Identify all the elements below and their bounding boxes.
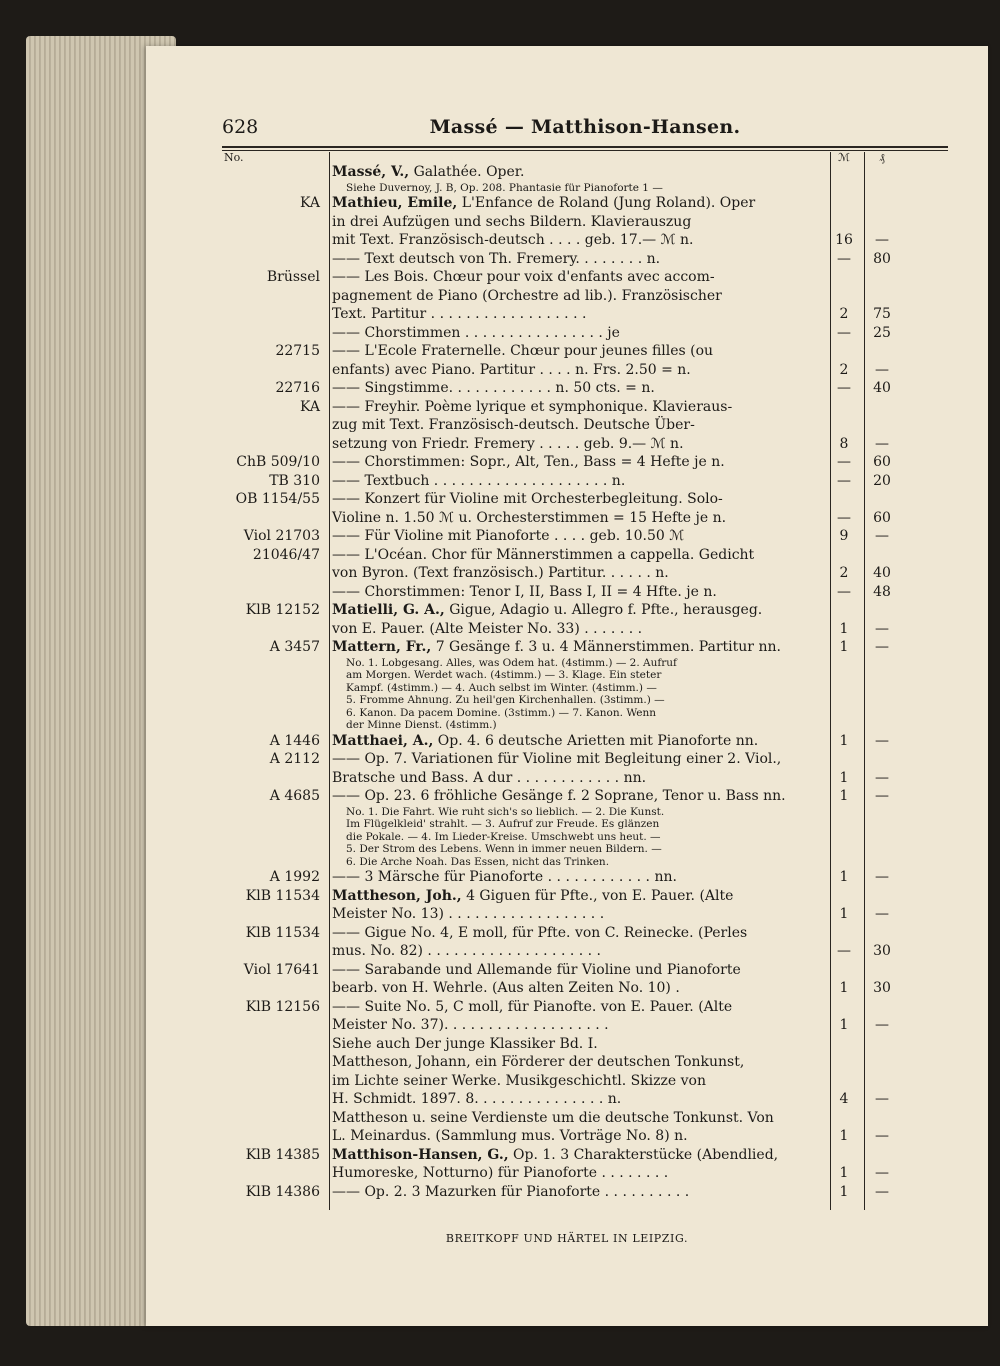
price-mark: 2 bbox=[839, 565, 849, 581]
catalog-entry-line bbox=[214, 638, 889, 657]
page-number: 628 bbox=[222, 116, 259, 138]
entry-text: —— Freyhir. Poème lyrique et symphonique. Klavieraus- bbox=[332, 398, 733, 415]
entry-list bbox=[214, 163, 891, 1201]
entry-text: Massé, V., Galathée. Oper. bbox=[332, 164, 525, 180]
catalog-number: A 2112 bbox=[269, 751, 320, 767]
entry-text: Bratsche und Bass. A dur . . . . . . . . . . . . nn. bbox=[332, 769, 647, 786]
entry-text: —— L'Océan. Chor für Männerstimmen a cappella. Gedicht bbox=[332, 546, 755, 563]
catalog-entry-line bbox=[214, 694, 880, 707]
catalog-entry-line bbox=[214, 806, 880, 819]
catalog-number: Brüssel bbox=[266, 269, 320, 285]
catalog-number: A 3457 bbox=[269, 639, 320, 655]
price-mark: — bbox=[837, 380, 851, 396]
entry-text: Siehe auch Der junge Klassiker Bd. I. bbox=[332, 1035, 598, 1052]
catalog-entry-line bbox=[214, 194, 880, 213]
catalog-entry-line bbox=[214, 669, 880, 682]
publisher-footer: BREITKOPF UND HÄRTEL IN LEIPZIG. bbox=[445, 1232, 689, 1245]
price-pfennig: — bbox=[875, 639, 889, 655]
catalog-entry-line bbox=[214, 472, 891, 491]
price-mark: 1 bbox=[839, 1128, 849, 1144]
catalog-entry-line bbox=[214, 856, 880, 869]
price-pfennig: 75 bbox=[873, 306, 891, 322]
entry-text: Violine n. 1.50 ℳ u. Orchesterstimmen = 15 Hefte je n. bbox=[332, 509, 727, 526]
composer-name: Matthison-Hansen, G., bbox=[332, 1146, 509, 1163]
catalog-entry-line bbox=[214, 1109, 880, 1128]
entry-text: Mattheson u. seine Verdienste um die deutsche Tonkunst. Von bbox=[332, 1109, 774, 1126]
price-mark: 8 bbox=[839, 435, 849, 452]
price-mark: 1 bbox=[839, 769, 849, 786]
catalog-entry-line bbox=[214, 287, 880, 306]
entry-text: zug mit Text. Französisch-deutsch. Deutsche Über- bbox=[332, 417, 695, 433]
price-pfennig: 80 bbox=[873, 250, 891, 267]
entry-text: Kampf. (4stimm.) — 4. Auch selbst im Winter. (4stimm.) — bbox=[346, 681, 657, 694]
catalog-number: KlB 12156 bbox=[245, 998, 320, 1015]
catalog-entry-line bbox=[214, 769, 889, 788]
catalog-entry-line bbox=[214, 361, 889, 380]
price-mark: — bbox=[837, 324, 851, 341]
catalog-entry-line bbox=[214, 305, 891, 324]
price-mark: — bbox=[837, 250, 851, 267]
catalog-entry-line bbox=[214, 707, 880, 720]
catalog-entry-line bbox=[214, 1164, 889, 1183]
catalog-entry-line bbox=[214, 342, 880, 361]
price-pfennig: 60 bbox=[873, 454, 891, 470]
entry-text: Meister No. 13) . . . . . . . . . . . . . . . . . . bbox=[332, 906, 605, 922]
entry-text: bearb. von H. Wehrle. (Aus alten Zeiten No. 10) . bbox=[332, 980, 680, 996]
composer-name: Mattheson, Joh., bbox=[332, 887, 462, 904]
catalog-entries bbox=[214, 149, 891, 1201]
composer-name: Massé, V., bbox=[332, 164, 410, 180]
price-pfennig: — bbox=[875, 732, 889, 749]
catalog-entry-line bbox=[214, 942, 891, 961]
price-mark: 1 bbox=[839, 788, 849, 804]
catalog-number: KlB 12152 bbox=[245, 602, 320, 618]
composer-name: Matthaei, A., bbox=[332, 732, 434, 749]
entry-text: der Minne Dienst. (4stimm.) bbox=[346, 719, 497, 731]
entry-text: Meister No. 37). . . . . . . . . . . . . . . . . . . bbox=[332, 1017, 609, 1033]
catalog-entry-line bbox=[214, 1053, 880, 1072]
catalog-number: A 1992 bbox=[269, 869, 320, 885]
price-mark: 1 bbox=[839, 639, 849, 655]
catalog-entry-line bbox=[214, 250, 891, 269]
catalog-entry-line bbox=[214, 1035, 880, 1054]
price-pfennig: 25 bbox=[873, 324, 891, 341]
catalog-entry-line bbox=[214, 961, 880, 980]
catalog-entry-line bbox=[214, 231, 889, 250]
price-mark: — bbox=[837, 472, 851, 489]
entry-text: —— Sarabande und Allemande für Violine und Pianoforte bbox=[332, 961, 741, 978]
catalog-entry-line bbox=[214, 787, 889, 806]
catalog-number: TB 310 bbox=[269, 472, 320, 489]
catalog-number: KA bbox=[299, 195, 320, 211]
price-mark: 1 bbox=[839, 1017, 849, 1033]
price-pfennig: — bbox=[875, 1091, 889, 1107]
entry-text: 5. Fromme Ahnung. Zu heil'gen Kirchenhallen. (3stimm.) — bbox=[346, 694, 665, 706]
entry-text: Mattheson, Joh., 4 Giguen für Pfte., von E. Pauer. (Alte bbox=[332, 887, 734, 904]
price-mark: 1 bbox=[839, 869, 849, 885]
entry-text: Matthaei, A., Op. 4. 6 deutsche Arietten mit Pianoforte nn. bbox=[332, 732, 759, 749]
price-mark: — bbox=[837, 454, 851, 470]
catalog-entry-line bbox=[214, 268, 880, 287]
entry-text: Siehe Duvernoy, J. B, Op. 208. Phantasie für Pianoforte 1 — bbox=[346, 181, 663, 194]
price-pfennig: 20 bbox=[873, 472, 891, 489]
entry-text: von Byron. (Text französisch.) Partitur. . . . . . n. bbox=[332, 565, 669, 581]
column-headers bbox=[214, 149, 885, 164]
price-pfennig: — bbox=[875, 232, 889, 248]
entry-text: —— Chorstimmen: Tenor I, II, Bass I, II = 4 Hfte. je n. bbox=[332, 583, 717, 600]
price-mark: 2 bbox=[839, 361, 849, 378]
price-mark: 16 bbox=[835, 232, 853, 248]
catalog-entry-line bbox=[214, 682, 880, 695]
entry-text: No. 1. Lobgesang. Alles, was Odem hat. (4stimm.) — 2. Aufruf bbox=[346, 656, 677, 669]
price-mark: — bbox=[837, 509, 851, 526]
catalog-entry-line bbox=[214, 732, 889, 751]
entry-text: am Morgen. Werdet wach. (4stimm.) — 3. Klage. Ein steter bbox=[346, 669, 662, 681]
catalog-entry-line bbox=[214, 453, 891, 472]
catalog-entry-line bbox=[214, 887, 880, 906]
catalog-number: KlB 11534 bbox=[245, 924, 320, 941]
catalog-entry-line bbox=[214, 979, 891, 998]
catalog-entry-line bbox=[214, 324, 891, 343]
catalog-entry-line bbox=[214, 998, 880, 1017]
entry-text: 5. Der Strom des Lebens. Wenn in immer neuen Bildern. — bbox=[346, 843, 662, 855]
entry-text: —— Op. 7. Variationen für Violine mit Begleitung einer 2. Viol., bbox=[332, 751, 782, 767]
catalog-entry-line bbox=[214, 1016, 889, 1035]
catalog-entry-line bbox=[214, 1183, 889, 1202]
catalog-entry-line bbox=[214, 657, 880, 670]
entry-text: —— Chorstimmen: Sopr., Alt, Ten., Bass = 4 Hefte je n. bbox=[332, 454, 725, 470]
entry-text: Matthison-Hansen, G., Op. 1. 3 Charakterstücke (Abendlied, bbox=[332, 1146, 779, 1163]
catalog-entry-line bbox=[214, 182, 880, 195]
price-pfennig: — bbox=[875, 620, 889, 637]
catalog-entry-line bbox=[214, 213, 880, 232]
catalog-entry-line bbox=[214, 868, 889, 887]
catalog-number: 21046/47 bbox=[252, 546, 320, 563]
catalog-entry-line bbox=[214, 818, 880, 831]
entry-text: L. Meinardus. (Sammlung mus. Vorträge No. 8) n. bbox=[332, 1128, 688, 1144]
entry-text: —— Gigue No. 4, E moll, für Pfte. von C. Reinecke. (Perles bbox=[332, 924, 748, 941]
price-pfennig: 40 bbox=[873, 380, 891, 396]
entry-text: —— Konzert für Violine mit Orchesterbegleitung. Solo- bbox=[332, 491, 723, 507]
entry-text: in drei Aufzügen und sechs Bildern. Klavierauszug bbox=[332, 213, 692, 230]
entry-text: Matielli, G. A., Gigue, Adagio u. Allegro f. Pfte., herausgeg. bbox=[332, 602, 763, 618]
price-pfennig: — bbox=[875, 1165, 889, 1181]
catalog-number: KlB 11534 bbox=[245, 887, 320, 904]
price-pfennig: 60 bbox=[873, 509, 891, 526]
price-mark: 1 bbox=[839, 1165, 849, 1181]
entry-text: —— L'Ecole Fraternelle. Chœur pour jeunes filles (ou bbox=[332, 343, 714, 359]
price-pfennig: — bbox=[875, 435, 889, 452]
price-pfennig: — bbox=[875, 1017, 889, 1033]
price-pfennig: — bbox=[875, 361, 889, 378]
entry-text: mus. No. 82) . . . . . . . . . . . . . . . . . . . . bbox=[332, 943, 601, 959]
catalog-number: KlB 14386 bbox=[245, 1183, 320, 1200]
price-mark: 1 bbox=[839, 732, 849, 749]
entry-text: Mattern, Fr., 7 Gesänge f. 3 u. 4 Männerstimmen. Partitur nn. bbox=[332, 639, 781, 655]
catalog-number: 22716 bbox=[275, 380, 320, 396]
price-mark: — bbox=[837, 583, 851, 600]
catalog-entry-line bbox=[214, 750, 880, 769]
price-mark: 1 bbox=[839, 1183, 849, 1200]
composer-name: Mathieu, Emile, bbox=[332, 195, 458, 211]
catalog-entry-line bbox=[214, 601, 880, 620]
catalog-number: ChB 509/10 bbox=[236, 454, 320, 470]
catalog-entry-line bbox=[214, 435, 889, 454]
column-header-pf: ₰ bbox=[879, 151, 885, 164]
catalog-entry-line bbox=[214, 398, 880, 417]
entry-text: —— Op. 2. 3 Mazurken für Pianoforte . . . . . . . . . . bbox=[332, 1183, 690, 1200]
catalog-entry-line bbox=[214, 924, 880, 943]
price-pfennig: — bbox=[875, 906, 889, 922]
entry-text: —— Op. 23. 6 fröhliche Gesänge f. 2 Soprane, Tenor u. Bass nn. bbox=[332, 788, 786, 804]
entry-text: —— Textbuch . . . . . . . . . . . . . . . . . . . . n. bbox=[332, 472, 626, 489]
catalog-entry-line bbox=[214, 509, 891, 528]
entry-text: Humoreske, Notturno) für Pianoforte . . . . . . . . bbox=[332, 1165, 669, 1181]
catalog-entry-line bbox=[214, 1127, 889, 1146]
catalog-entry-line bbox=[214, 546, 880, 565]
catalog-number: KA bbox=[299, 398, 320, 415]
catalog-entry-line bbox=[214, 1146, 880, 1165]
catalog-page bbox=[146, 46, 988, 1326]
price-mark: 4 bbox=[839, 1091, 849, 1107]
entry-text: —— 3 Märsche für Pianoforte . . . . . . . . . . . . nn. bbox=[332, 869, 677, 885]
entry-text: Text. Partitur . . . . . . . . . . . . . . . . . . bbox=[332, 306, 587, 322]
entry-text: —— Text deutsch von Th. Fremery. . . . . . . . n. bbox=[332, 250, 661, 267]
price-mark: 2 bbox=[839, 306, 849, 322]
catalog-entry-line bbox=[214, 490, 880, 509]
entry-text: von E. Pauer. (Alte Meister No. 33) . . . . . . . bbox=[332, 620, 643, 637]
catalog-entry-line bbox=[214, 1072, 880, 1091]
entry-text: —— Chorstimmen . . . . . . . . . . . . . . . . je bbox=[332, 324, 620, 341]
price-pfennig: — bbox=[875, 788, 889, 804]
catalog-entry-line bbox=[214, 620, 889, 639]
entry-text: 6. Kanon. Da pacem Domine. (3stimm.) — 7. Kanon. Wenn bbox=[346, 706, 656, 719]
catalog-entry-line bbox=[214, 843, 880, 856]
entry-text: die Pokale. — 4. Im Lieder-Kreise. Umschwebt uns heut. — bbox=[346, 830, 661, 843]
catalog-number: 22715 bbox=[275, 343, 320, 359]
entry-text: —— Für Violine mit Pianoforte . . . . geb. 10.50 ℳ bbox=[332, 528, 685, 544]
price-mark: 1 bbox=[839, 906, 849, 922]
composer-name: Mattern, Fr., bbox=[332, 639, 432, 655]
price-mark: 1 bbox=[839, 980, 849, 996]
price-mark: — bbox=[837, 943, 851, 959]
entry-text: Mattheson, Johann, ein Förderer der deutschen Tonkunst, bbox=[332, 1054, 745, 1070]
catalog-entry-line bbox=[214, 564, 891, 583]
entry-text: Mathieu, Emile, L'Enfance de Roland (Jung Roland). Oper bbox=[332, 195, 756, 211]
entry-text: Im Flügelkleid' strahlt. — 3. Aufruf zur Freude. Es glänzen bbox=[346, 818, 660, 830]
price-pfennig: 30 bbox=[873, 943, 891, 959]
entry-text: No. 1. Die Fahrt. Wie ruht sich's so lieblich. — 2. Die Kunst. bbox=[346, 805, 665, 818]
page-header bbox=[222, 116, 948, 142]
entry-text: —— Les Bois. Chœur pour voix d'enfants avec accom- bbox=[332, 269, 715, 285]
price-mark: 9 bbox=[839, 528, 849, 544]
header-rule bbox=[222, 146, 948, 148]
catalog-entry-line bbox=[214, 719, 880, 732]
catalog-number: KlB 14385 bbox=[245, 1146, 320, 1163]
column-header-mark: ℳ bbox=[838, 151, 850, 164]
composer-name: Matielli, G. A., bbox=[332, 602, 445, 618]
entry-text: im Lichte seiner Werke. Musikgeschichtl. Skizze von bbox=[332, 1072, 707, 1089]
price-pfennig: — bbox=[875, 869, 889, 885]
catalog-number: A 1446 bbox=[269, 732, 320, 749]
catalog-entry-line bbox=[214, 1090, 889, 1109]
column-header-no: No. bbox=[224, 151, 244, 164]
entry-text: H. Schmidt. 1897. 8. . . . . . . . . . . . . . . n. bbox=[332, 1091, 622, 1107]
catalog-number: OB 1154/55 bbox=[235, 491, 320, 507]
catalog-entry-line bbox=[214, 379, 891, 398]
entry-text: mit Text. Französisch-deutsch . . . . geb. 17.— ℳ n. bbox=[332, 232, 694, 248]
catalog-number: Viol 21703 bbox=[243, 528, 320, 544]
catalog-entry-line bbox=[214, 163, 880, 182]
entry-text: setzung von Friedr. Fremery . . . . . geb. 9.— ℳ n. bbox=[332, 435, 684, 452]
price-mark: 1 bbox=[839, 620, 849, 637]
price-pfennig: 40 bbox=[873, 565, 891, 581]
price-pfennig: — bbox=[875, 1183, 889, 1200]
catalog-number: Viol 17641 bbox=[243, 961, 320, 978]
entry-text: —— Suite No. 5, C moll, für Pianofte. von E. Pauer. (Alte bbox=[332, 998, 733, 1015]
catalog-entry-line bbox=[214, 905, 889, 924]
catalog-number: A 4685 bbox=[269, 788, 320, 804]
page-title: Massé — Matthison-Hansen. bbox=[429, 116, 741, 138]
entry-text: —— Singstimme. . . . . . . . . . . . n. 50 cts. = n. bbox=[332, 380, 655, 396]
price-pfennig: — bbox=[875, 769, 889, 786]
price-pfennig: 48 bbox=[873, 583, 891, 600]
catalog-entry-line bbox=[214, 831, 880, 844]
price-pfennig: — bbox=[875, 528, 889, 544]
price-pfennig: 30 bbox=[873, 980, 891, 996]
price-pfennig: — bbox=[875, 1128, 889, 1144]
entry-text: pagnement de Piano (Orchestre ad lib.). Französischer bbox=[332, 287, 722, 304]
catalog-entry-line bbox=[214, 583, 891, 602]
entry-text: 6. Die Arche Noah. Das Essen, nicht das Trinken. bbox=[346, 855, 610, 868]
catalog-entry-line bbox=[214, 527, 889, 546]
catalog-entry-line bbox=[214, 416, 880, 435]
entry-text: enfants) avec Piano. Partitur . . . . n. Frs. 2.50 = n. bbox=[332, 361, 691, 378]
